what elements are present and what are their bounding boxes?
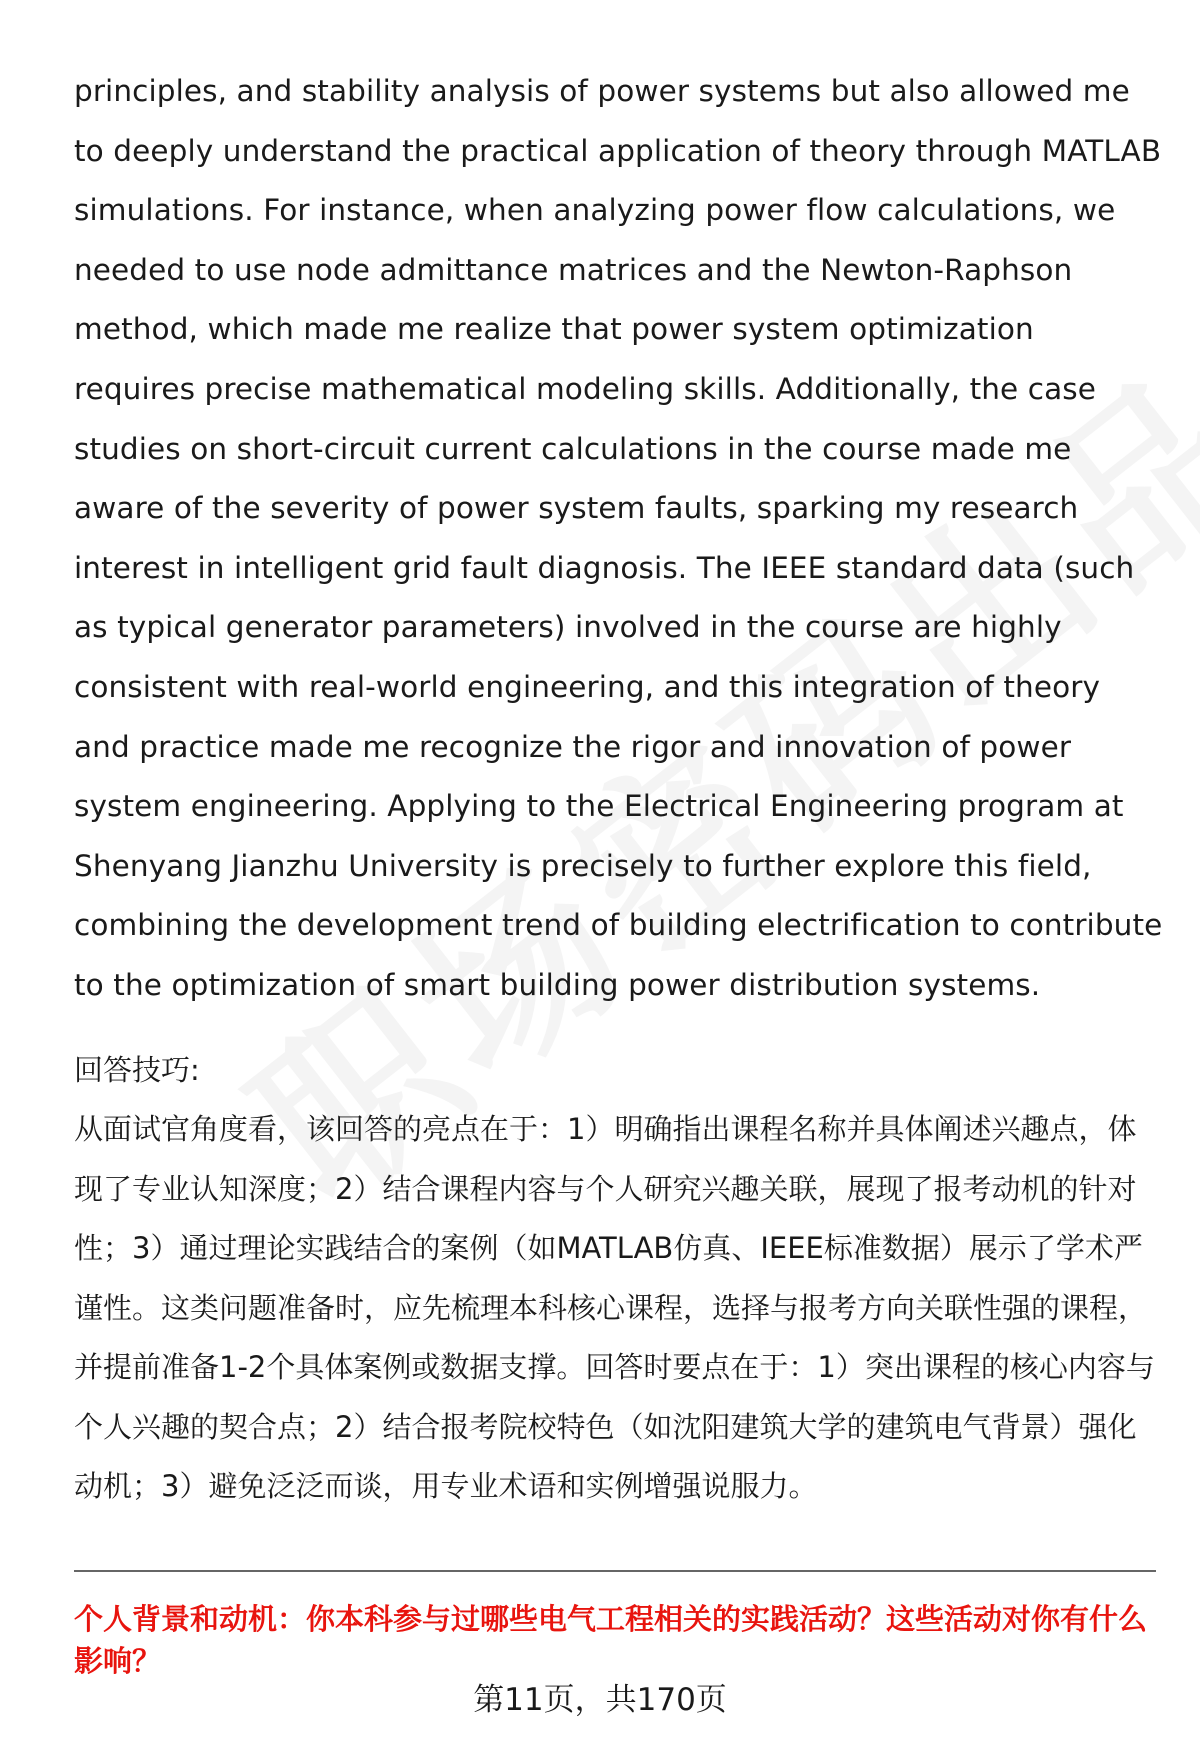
next-question: 个人背景和动机：你本科参与过哪些电气工程相关的实践活动？这些活动对你有什么影响？ — [74, 1602, 1148, 1678]
answer-paragraph: principles, and stability analysis of power systems but also allowed me to deeply understand the practical application of theory through MATLAB simulations. For instance, when analyzing power flow calculations, we needed to use node admittance matrices and the Newton-Raphson method, which made me realize that power system optimization requires precise mathematical modeling skills. Additionally, the case studies on short-circuit current calculations in the course made me aware of the severity of power system faults, sparking my research interest in intelligent grid fault diagnosis. The IEEE standard data (such as typical generator parameters) involved in the course are highly consistent with real-world engineering, and this integration of theory and practice made me recognize the rigor and innovation of power system engineering. Applying to the Electrical Engineering program at Shenyang Jianzhu University is precisely to further explore this field, combining the development trend of building electrification to contribute to the optimization of smart building power distribution systems. — [74, 74, 1163, 1002]
section-divider — [74, 1570, 1156, 1572]
tips-body: 从面试官角度看，该回答的亮点在于：1）明确指出课程名称并具体阐述兴趣点，体现了专业认知深度；2）结合课程内容与个人研究兴趣关联，展现了报考动机的针对性；3）通过理论实践结合的案例（如MATLAB仿真、IEEE标准数据）展示了学术严谨性。这类问题准备时，应先梳理本科核心课程，选择与报考方向关联性强的课程，并提前准备1-2个具体案例或数据支撑。回答时要点在于：1）突出课程的核心内容与个人兴趣的契合点；2）结合报考院校特色（如沈阳建筑大学的建筑电气背景）强化动机；3）避免泛泛而谈，用专业术语和实例增强说服力。 — [74, 1112, 1155, 1503]
page-number: 第11页，共170页 — [473, 1682, 727, 1718]
tips-heading: 回答技巧: — [74, 1053, 200, 1087]
